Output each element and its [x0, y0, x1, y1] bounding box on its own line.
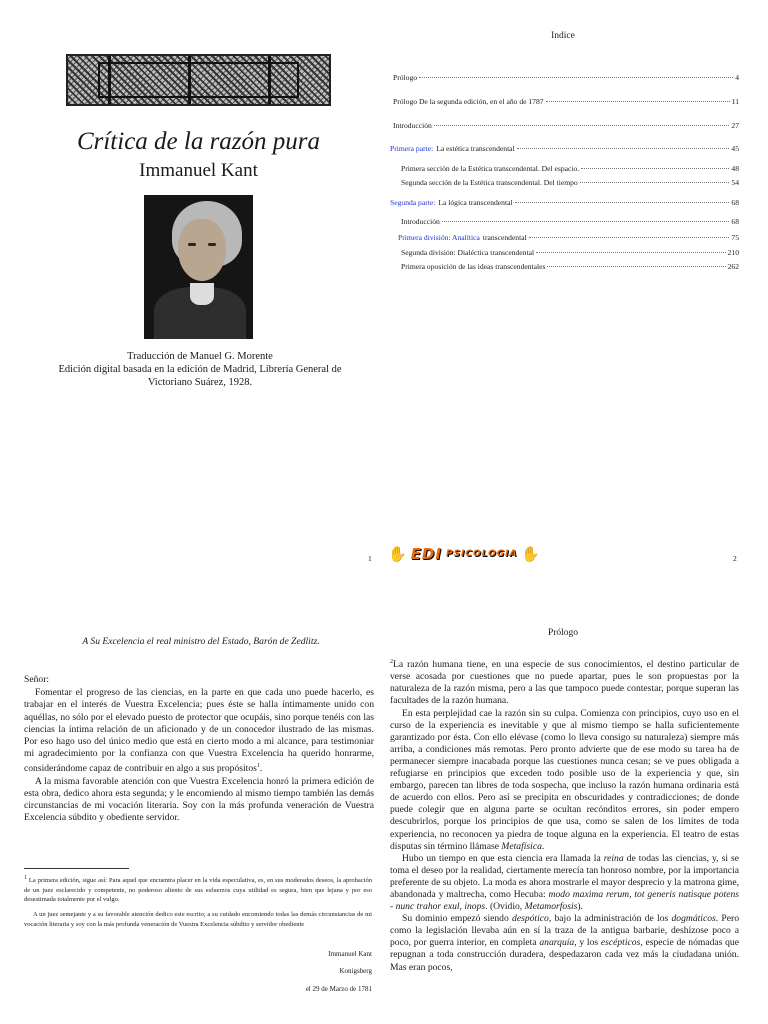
toc-entry[interactable]: Prólogo 4 — [393, 73, 739, 82]
footnotes — [24, 874, 372, 929]
footnote-1: $^1$ La primera edición, sigue así: Para aquel que encuentra placer en la vida especulativa, es, en sus moderados deseos, la aprobación de un juez esclarecido y competente, no poderoso aliento de sus esfuerzos cuya utilidad es segura, bien que lejana y por eso desestimada totalmente por el vulgo. — [24, 875, 372, 903]
toc-entry[interactable]: Primera sección de la Estética transcendental. Del espacio. 48 — [401, 164, 739, 173]
signature-place: Konigsberg — [339, 967, 372, 975]
dedication-line: A Su Excelencia el real ministro del Estado, Barón de Zedlitz. — [82, 636, 320, 647]
prologo-paragraph: En esta perplejidad cae la razón sin su culpa. Comienza con principios, cuyo uso en el curso de la experiencia es inevitable y que al mismo tiempo se halla suficientemente garantizado por ésta. Con ello elévase (como lo lleva consigo su naturaleza) siempre más arriba, a condiciones más remotas. Pero pronto advierte que de ese modo su tarea ha de permanecer siempre inacabada porque las cuestiones nunca cesan; se ve pues obligada a refugiarse en principios que exceden todo posible uso de la experiencia y que, sin embargo, parecen tan libres de toda sospecha, que incluso la razón humana ordinaria está de acuerdo con ellos. Pero así se precipita en obscuridades y contradicciones; de donde puede colegir que en alguna parte se ocultan recónditos errores, sin poder empero descubrirlos, porque los principios de que usa, como se salen de los límites de toda experiencia, no reconocen ya piedra de toque alguna en la experiencia. El teatro de estas disputas sin término llámase Metafísica. — [390, 707, 739, 852]
ornamental-banner — [66, 54, 331, 106]
prologo-paragraph: $^2$La razón humana tiene, en una especie de sus conocimientos, el destino particular de verse acosada por cuestiones que no puede apartar, pues le son propuestas por la naturaleza de la razón misma, pero a las que tampoco puede contestar, porque superan las facultades de la razón humana. — [390, 659, 739, 707]
signature-date: el 29 de Marzo de 1781 — [305, 985, 372, 993]
hand-icon: ✋ — [388, 546, 407, 563]
toc-entry[interactable]: Primera parte: La estética transcendental 45 — [390, 144, 739, 153]
toc-entry[interactable]: Introducción 27 — [393, 121, 739, 130]
logo-psicologia: PSICOLOGIA — [445, 549, 518, 559]
publisher-logo — [388, 545, 540, 563]
toc-entry[interactable]: Segunda división: Dialéctica transcendental 210 — [401, 248, 739, 257]
hand-icon: ✋ — [521, 546, 541, 563]
logo-edi: EDI — [410, 545, 442, 563]
page-number-left: 1 — [368, 554, 372, 563]
toc-entry[interactable]: Segunda sección de la Estética transcendental. Del tiempo 54 — [401, 178, 739, 187]
prologo-heading: Prólogo — [547, 628, 579, 638]
book-author: Immanuel Kant — [139, 160, 258, 181]
letter-paragraph: A la misma favorable atención con que Vuestra Excelencia honró la primera edición de esta obra, dedico ahora esta segunda; y le encomiendo al mismo tiempo también las demás circunstancias de mi vocación literaria. Soy con la más profunda veneración de Vuestra Excelencia súbdito y obediente servidor. — [24, 775, 374, 824]
prologo-paragraph: Hubo un tiempo en que esta ciencia era llamada la reina de todas las ciencias, y, si se toma el deseo por la realidad, ciertamente merecía tan honroso nombre, por la importancia preferente de su objeto. La moda es ahora mostrarle el mayor desprecio y la matrona gime, abandonada y maltrecha, como Hecuba: modo maxima rerum, tot generis natisque potens - nunc trahor exul, inops. (Ovidio, Metamorfosis). — [390, 852, 739, 913]
index-heading: Indice — [551, 31, 575, 41]
book-title: Crítica de la razón pura — [76, 128, 321, 155]
signature: Immanuel Kant — [328, 950, 372, 958]
toc-entry[interactable]: Segunda parte: La lógica transcendental 68 — [390, 198, 739, 207]
footnote-2: A un juez semejante y a su favorable atención dedico este escrito; a su cuidado encomiendo todas las demás circunstancias de mi vocación literaria y soy con la más profunda veneración de Vuestra Excelencia súbdito y servidor obediente — [24, 911, 372, 928]
toc-entry[interactable]: Introducción 68 — [401, 217, 739, 226]
toc-entry[interactable]: Primera oposición de las ideas transcendentales 262 — [401, 262, 739, 271]
dedication-letter — [24, 674, 374, 825]
translation-credits: Traducción de Manuel G. Morente Edición digital basada en la edición de Madrid, Librería General de Victoriano Suárez, 1928. — [58, 351, 342, 388]
author-portrait — [144, 195, 253, 339]
salutation: Señor: — [24, 674, 50, 685]
page-number-right: 2 — [733, 554, 737, 563]
letter-paragraph: Fomentar el progreso de las ciencias, en la parte en que cada uno puede hacerlo, es trabajar en el interés de Vuestra Excelencia; pues éste se halla íntimamente unido con aquéllas, no sólo por el elevado puesto de protector que ocupáis, sino porque tenéis con las ciencias la íntima relación de un aficionado y de un conocedor ilustrado de las mismas. Por eso hago uso del único medio que está en cierto modo a mi alcance, para testimoniar mi agradecimiento por la confianza con que Vuestra Excelencia ha querido honrarme, considerándome capaz de contribuir en algo a sus propósitos$^1$. — [24, 687, 374, 775]
prologo-paragraph: Su dominio empezó siendo despótico, bajo la administración de los dogmáticos. Pero como la legislación llevaba aún en sí la traza de la antigua barbarie, deshízose poco a poco, por guerra interior, en completa anarquía, y los escépticos, especie de nómadas que repugnan a toda construcción duradera, despedazaron cada vez más la ciudadana unión. Mas eran pocos, — [390, 913, 739, 973]
prologo-text — [390, 656, 739, 974]
toc-entry[interactable]: Prólogo De la segunda edición, en el año de 1787 11 — [393, 97, 739, 106]
footnote-rule — [24, 868, 129, 869]
toc-entry[interactable]: Primera división: Analítica transcendental 75 — [398, 233, 739, 242]
